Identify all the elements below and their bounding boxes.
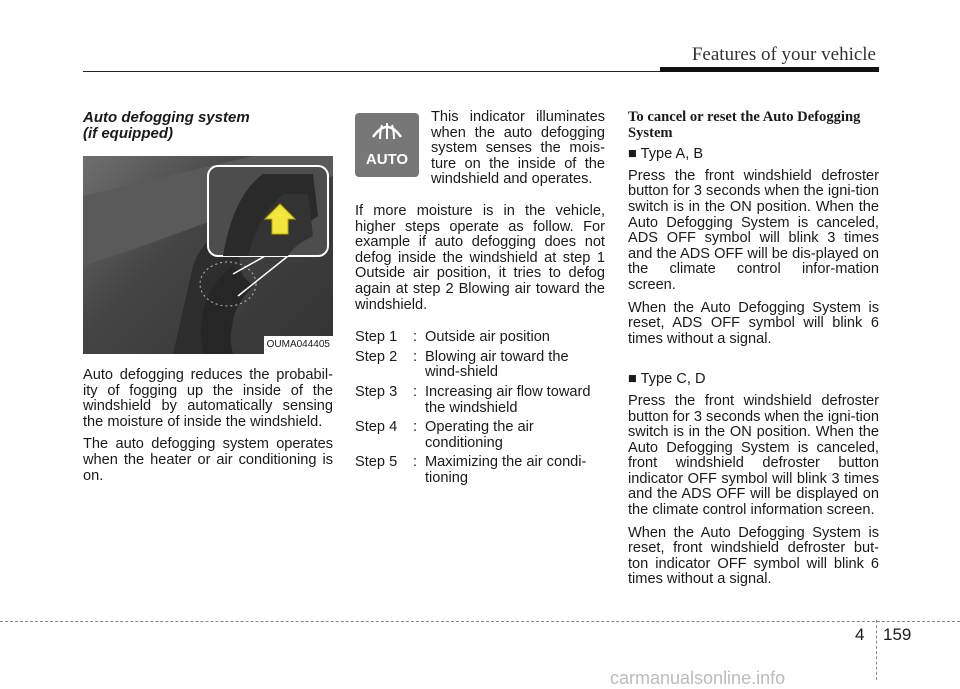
mirror-sensor-illustration (83, 156, 333, 354)
section-title-line1: Auto defogging system (83, 109, 250, 126)
type-cd-heading: ■ Type C, D (628, 371, 706, 388)
middle-column (355, 110, 605, 490)
body-paragraph: If more moisture is in the vehicle, higher steps operate as follow. For example if auto defogging does not defog inside the windshield at step 1 Outside air position, it tries to defog again at step 2 Blowing air toward the windshield. (355, 202, 605, 313)
indicator-row (355, 110, 605, 188)
body-paragraph: Press the front windshield defroster button for 3 seconds when the igni-tion switch is in the ON position. When the Auto Defogging System is canceled, ADS OFF symbol will blink 3 times and the ADS OFF will be dis-played on the climate control infor-mation screen. (628, 167, 879, 293)
footer-rule (0, 621, 960, 622)
type-ab-heading: ■ Type A, B (628, 146, 704, 163)
page-number: 159 (883, 625, 912, 644)
step-label: Step 3 (355, 383, 398, 400)
defrost-waves-icon (370, 119, 404, 141)
indicator-description: This indicator illuminates when the auto defogging system senses the mois-ture on the inside of the windshield and operates. (431, 109, 605, 188)
cancel-reset-heading: To cancel or reset the Auto Defogging System (628, 109, 861, 141)
step-label: Step 1 (355, 329, 398, 346)
section-title (83, 110, 333, 142)
step-text: Maximizing the air condi-tioning (425, 454, 587, 486)
step-item: Step 2 : Blowing air toward the wind-shield (355, 350, 605, 381)
step-item: Step 1 : Outside air position (355, 330, 605, 346)
rear-view-mirror-figure (83, 156, 333, 354)
header-rule-accent (660, 67, 879, 72)
body-paragraph: Press the front windshield defroster button for 3 seconds when the igni-tion switch is in the ON position. When the Auto Defogging System is canceled, front windshield defroster button indicator OFF symbol will blink 3 times and the ADS OFF will be displayed on the climate control information screen. (628, 392, 879, 519)
body-paragraph: Auto defogging reduces the probabil-ity of fogging up the inside of the windshield by automatically sensing the moisture of inside the windshield. (83, 367, 333, 430)
watermark: carmanualsonline.info (610, 668, 786, 688)
step-label: Step 2 (355, 348, 398, 365)
page-header-title: Features of your vehicle (691, 44, 876, 65)
step-label: Step 4 (355, 419, 398, 436)
step-text: Increasing air flow toward the windshield (425, 383, 591, 416)
step-item: Step 5 : Maximizing the air condi-tioning (355, 455, 605, 486)
page-number-divider (876, 620, 877, 680)
step-item: Step 3 : Increasing air flow toward the windshield (355, 385, 605, 416)
auto-icon-label: AUTO (365, 151, 409, 169)
step-text: Operating the air conditioning (425, 419, 534, 451)
body-paragraph: When the Auto Defogging System is reset, front windshield defroster but-ton indicator OFF symbol will blink 6 times without a signal. (628, 524, 879, 588)
chapter-number: 4 (855, 625, 865, 644)
auto-defog-icon (355, 113, 419, 177)
step-text: Blowing air toward the wind-shield (425, 348, 569, 381)
figure-code: OUMA044405 (264, 336, 333, 354)
left-column (83, 110, 333, 491)
step-item: Step 4 : Operating the air conditioning (355, 420, 605, 451)
section-title-line2: (if equipped) (83, 125, 173, 142)
right-column (628, 110, 879, 595)
step-text: Outside air position (425, 329, 550, 346)
body-paragraph: The auto defogging system operates when the heater or air conditioning is on. (83, 436, 333, 484)
body-paragraph: When the Auto Defogging System is reset, ADS OFF symbol will blink 6 times without a signal. (628, 299, 879, 347)
step-label: Step 5 (355, 454, 398, 471)
